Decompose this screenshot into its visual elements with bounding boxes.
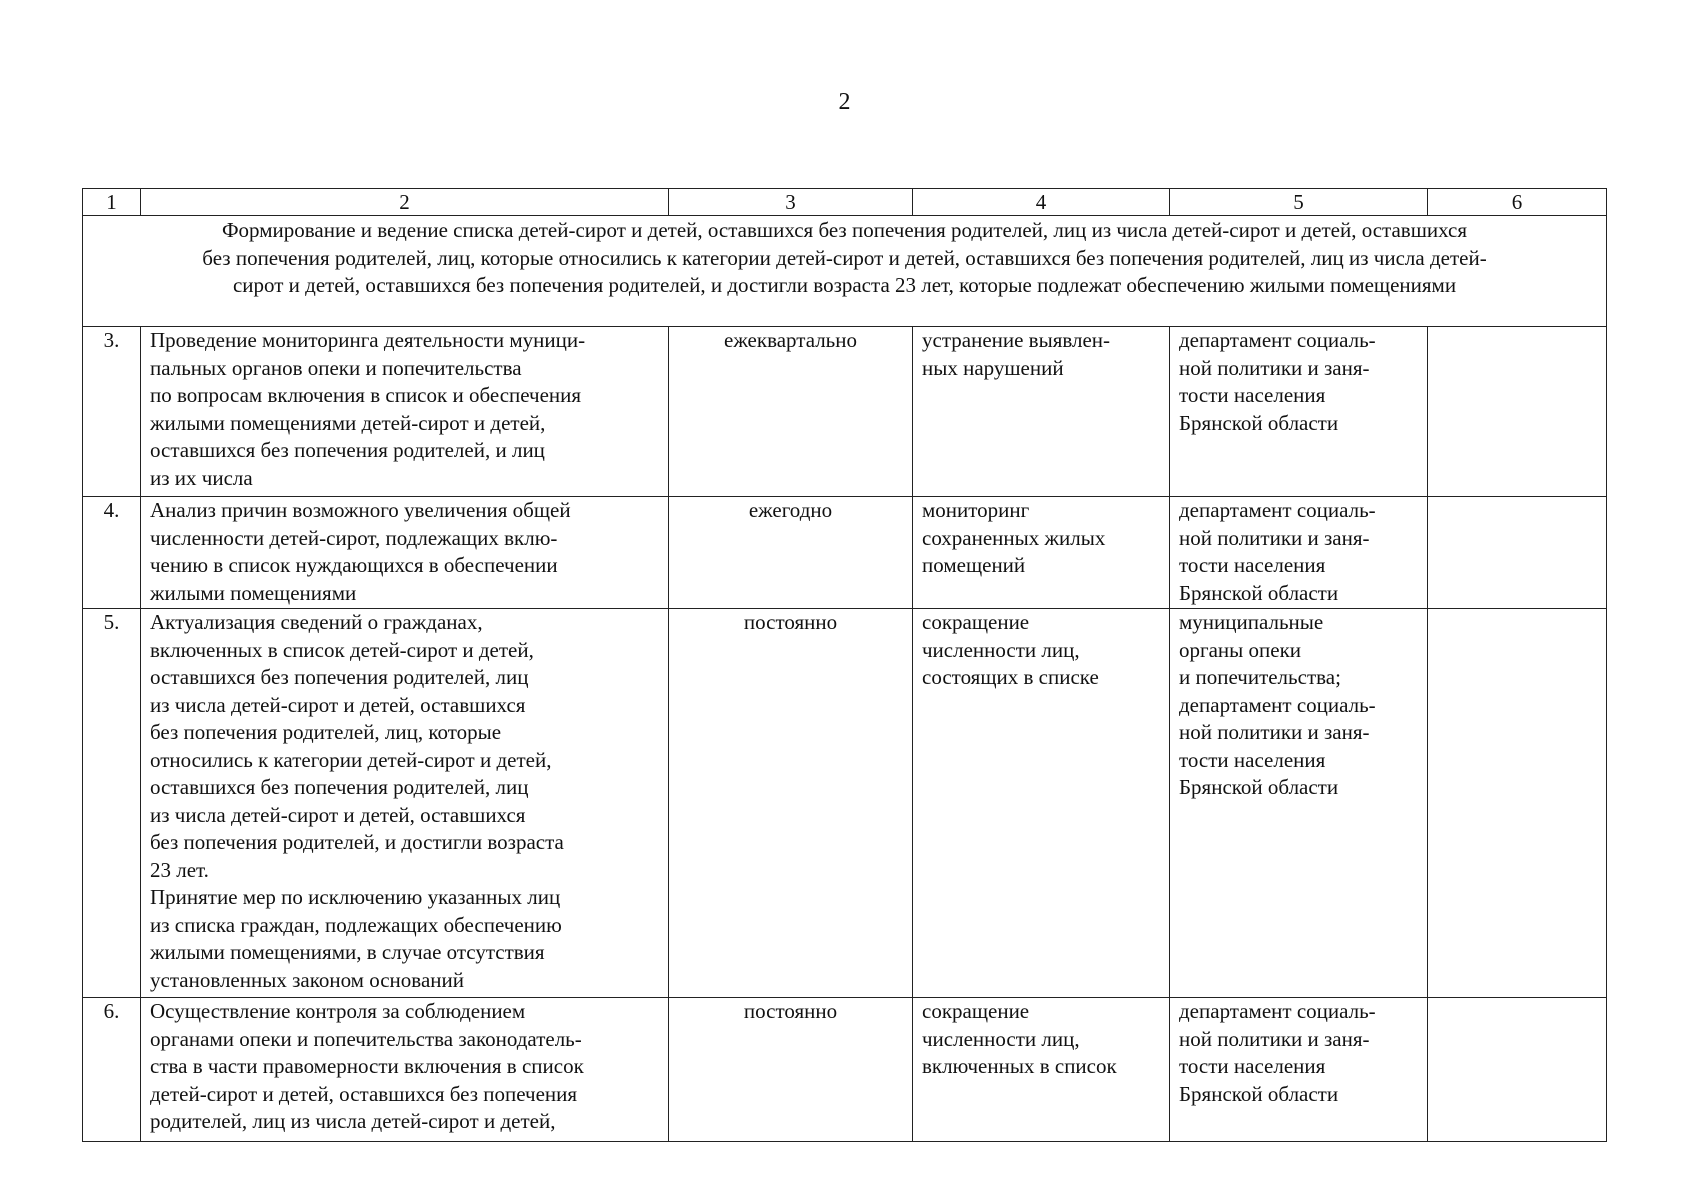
- action-line: без попечения родителей, и достигли возраста: [150, 830, 564, 854]
- responsible-line: Брянской области: [1179, 410, 1339, 435]
- action-description: [141, 998, 669, 1142]
- responsible-line: Брянской области: [1179, 775, 1339, 799]
- table-row: [83, 609, 1607, 998]
- result-line: помещений: [922, 553, 1026, 577]
- table-row: [83, 327, 1607, 497]
- column-number-cell: 2: [141, 189, 669, 216]
- responsible-line: ной политики и заня-: [1179, 355, 1370, 380]
- responsible-line: ной политики и заня-: [1179, 525, 1370, 550]
- column-6-cell: [1428, 998, 1607, 1142]
- action-description: [141, 327, 669, 497]
- action-line: из их числа: [150, 465, 253, 490]
- responsible-line: тости населения: [1179, 1054, 1326, 1078]
- section-heading-line: Формирование и ведение списка детей-сирот и детей, оставшихся без попечения родителей, лиц из числа детей-сирот и детей, оставшихся: [221, 218, 1468, 242]
- action-line: жилыми помещениями, в случае отсутствия: [150, 940, 545, 964]
- responsible-line: департамент социаль-: [1179, 692, 1376, 717]
- responsible-line: Брянской области: [1179, 1081, 1339, 1106]
- action-line: оставшихся без попечения родителей, лиц: [150, 665, 529, 689]
- action-line: без попечения родителей, лиц, которые: [150, 720, 502, 744]
- responsible-line: и попечительства;: [1179, 665, 1341, 689]
- row-number: 3.: [83, 327, 141, 497]
- column-number-cell: 1: [83, 189, 141, 216]
- action-line: ства в части правомерности включения в список: [150, 1054, 584, 1078]
- action-line: чению в список нуждающихся в обеспечении: [150, 553, 558, 577]
- action-line: родителей, лиц из числа детей-сирот и детей,: [150, 1109, 556, 1133]
- column-number-cell: 4: [913, 189, 1170, 216]
- responsible-line: Брянской области: [1179, 580, 1339, 605]
- action-line: из числа детей-сирот и детей, оставшихся: [150, 692, 526, 717]
- action-line: оставшихся без попечения родителей, лиц: [150, 775, 529, 799]
- action-line: жилыми помещениями: [150, 580, 357, 605]
- action-line: включенных в список детей-сирот и детей,: [150, 637, 534, 662]
- responsible-party: [1170, 998, 1428, 1142]
- period: постоянно: [669, 998, 913, 1142]
- responsible-party: [1170, 609, 1428, 998]
- result-line: сокращение: [922, 999, 1030, 1023]
- column-number-cell: 5: [1170, 189, 1428, 216]
- responsible-line: тости населения: [1179, 553, 1326, 577]
- result-line: численности лиц,: [922, 637, 1080, 662]
- responsible-line: департамент социаль-: [1179, 999, 1376, 1023]
- expected-result: [913, 609, 1170, 998]
- result-line: устранение выявлен-: [922, 328, 1111, 352]
- column-number-cell: 6: [1428, 189, 1607, 216]
- result-line: состоящих в списке: [922, 665, 1099, 689]
- period: ежегодно: [669, 497, 913, 609]
- action-line: из списка граждан, подлежащих обеспечению: [150, 912, 562, 937]
- action-description: [141, 609, 669, 998]
- column-6-cell: [1428, 609, 1607, 998]
- action-line: Анализ причин возможного увеличения общей: [150, 498, 571, 522]
- action-line: оставшихся без попечения родителей, и лиц: [150, 438, 545, 462]
- action-line: из числа детей-сирот и детей, оставшихся: [150, 802, 526, 827]
- action-line: Принятие мер по исключению указанных лиц: [150, 885, 561, 909]
- responsible-line: ной политики и заня-: [1179, 720, 1370, 744]
- table-row: [83, 497, 1607, 609]
- section-heading: [83, 216, 1607, 327]
- row-number: 4.: [83, 497, 141, 609]
- responsible-line: муниципальные: [1179, 610, 1324, 634]
- column-6-cell: [1428, 497, 1607, 609]
- period: постоянно: [669, 609, 913, 998]
- action-line: относились к категории детей-сирот и детей,: [150, 747, 552, 772]
- row-number: 6.: [83, 998, 141, 1142]
- action-line: жилыми помещениями детей-сирот и детей,: [150, 410, 546, 435]
- row-number: 5.: [83, 609, 141, 998]
- action-line: органами опеки и попечительства законодатель-: [150, 1026, 582, 1051]
- responsible-party: [1170, 327, 1428, 497]
- result-line: мониторинг: [922, 498, 1030, 522]
- result-line: включенных в список: [922, 1054, 1117, 1078]
- result-line: численности лиц,: [922, 1026, 1080, 1051]
- action-line: по вопросам включения в список и обеспечения: [150, 383, 582, 407]
- section-heading-line: без попечения родителей, лиц, которые относились к категории детей-сирот и детей, оставшихся без попечения родителей, лиц из числа детей-: [202, 245, 1487, 270]
- action-line: Актуализация сведений о гражданах,: [150, 610, 483, 634]
- action-line: 23 лет.: [150, 857, 209, 882]
- period: ежеквартально: [669, 327, 913, 497]
- column-number-cell: 3: [669, 189, 913, 216]
- responsible-line: ной политики и заня-: [1179, 1026, 1370, 1051]
- action-description: [141, 497, 669, 609]
- result-line: сокращение: [922, 610, 1030, 634]
- responsible-line: департамент социаль-: [1179, 328, 1376, 352]
- action-line: численности детей-сирот, подлежащих вклю-: [150, 525, 558, 550]
- section-heading-line: сирот и детей, оставшихся без попечения родителей, и достигли возраста 23 лет, которые подлежат обеспечению жилыми помещениями: [232, 273, 1457, 297]
- responsible-party: [1170, 497, 1428, 609]
- column-6-cell: [1428, 327, 1607, 497]
- action-line: установленных законом оснований: [150, 967, 464, 992]
- expected-result: [913, 998, 1170, 1142]
- expected-result: [913, 497, 1170, 609]
- action-line: Проведение мониторинга деятельности муници-: [150, 328, 586, 352]
- action-plan-table: [82, 188, 1607, 1142]
- result-line: сохраненных жилых: [922, 525, 1106, 550]
- action-line: пальных органов опеки и попечительства: [150, 355, 522, 380]
- section-heading-row: [83, 216, 1607, 327]
- action-line: детей-сирот и детей, оставшихся без попечения: [150, 1081, 578, 1106]
- responsible-line: тости населения: [1179, 383, 1326, 407]
- table-row: [83, 998, 1607, 1142]
- responsible-line: органы опеки: [1179, 637, 1302, 662]
- page-number: 2: [838, 89, 851, 115]
- action-line: Осуществление контроля за соблюдением: [150, 999, 526, 1023]
- expected-result: [913, 327, 1170, 497]
- result-line: ных нарушений: [922, 355, 1064, 380]
- responsible-line: тости населения: [1179, 747, 1326, 772]
- responsible-line: департамент социаль-: [1179, 498, 1376, 522]
- column-number-row: [83, 189, 1607, 216]
